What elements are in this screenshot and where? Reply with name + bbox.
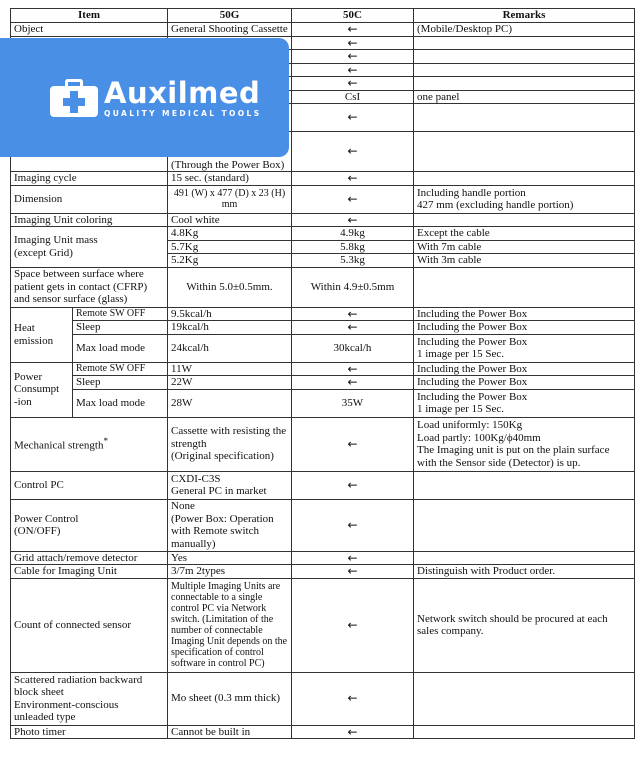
- line: Multiple Imaging Units are: [171, 581, 281, 592]
- same-as-left-arrow: ←: [292, 471, 414, 499]
- medical-kit-icon: [50, 79, 98, 117]
- line: (Original specification): [171, 450, 274, 463]
- item-coloring: Imaging Unit coloring: [11, 213, 168, 227]
- line: Imaging Unit mass: [14, 234, 98, 247]
- col-header-item: Item: [11, 9, 168, 23]
- same-as-left-arrow: ←: [292, 578, 414, 672]
- line: with Remote switch: [171, 525, 259, 537]
- line: None: [171, 500, 195, 512]
- line: manually): [171, 537, 216, 550]
- remarks-cell: [414, 578, 635, 672]
- value-50g: [168, 417, 292, 471]
- table-row: [11, 499, 635, 551]
- remarks-cell: [414, 499, 635, 551]
- remarks-cell: With 3m cable: [414, 254, 635, 268]
- value-50g: [168, 578, 292, 672]
- line: 1 image per 15 Sec.: [417, 403, 505, 415]
- remarks-cell: [414, 267, 635, 307]
- table-row: [11, 672, 635, 725]
- same-as-left-arrow: ←: [292, 77, 414, 91]
- item-cable: Cable for Imaging Unit: [11, 565, 168, 579]
- value-50g: Within 5.0±0.5mm.: [168, 267, 292, 307]
- table-row: [11, 227, 635, 241]
- line: Power Control: [14, 512, 79, 525]
- table-row: [11, 23, 635, 37]
- value-50g: 22W: [168, 376, 292, 390]
- remarks-cell: Including the Power Box: [414, 362, 635, 376]
- value-50g: 24kcal/h: [168, 334, 292, 362]
- same-as-left-arrow: ←: [292, 321, 414, 335]
- same-as-left-arrow: ←: [292, 307, 414, 321]
- line: control PC via Network: [171, 603, 267, 614]
- remarks-cell: [414, 417, 635, 471]
- value-50c: Within 4.9±0.5mm: [292, 267, 414, 307]
- value-50c: 5.8kg: [292, 240, 414, 254]
- remarks-cell: Distinguish with Product order.: [414, 565, 635, 579]
- line: unleaded type: [14, 711, 76, 723]
- item-scattered-radiation: [11, 672, 168, 725]
- item-power-consumption: [11, 362, 73, 417]
- col-header-remarks: Remarks: [414, 9, 635, 23]
- value-50g: [168, 499, 292, 551]
- table-row: [11, 321, 635, 335]
- value-50g: 28W: [168, 389, 292, 417]
- line: strength: [171, 437, 207, 450]
- table-row: [11, 417, 635, 471]
- item-imaging-cycle: Imaging cycle: [11, 172, 168, 186]
- same-as-left-arrow: ←: [292, 725, 414, 739]
- same-as-left-arrow: ←: [292, 376, 414, 390]
- line: specification of control: [171, 647, 264, 658]
- sub-item: Max load mode: [73, 389, 168, 417]
- value-50c: 5.3kg: [292, 254, 414, 268]
- same-as-left-arrow: ←: [292, 104, 414, 132]
- sub-item: Sleep: [73, 321, 168, 335]
- same-as-left-arrow: ←: [292, 499, 414, 551]
- value-50g: Yes: [168, 551, 292, 565]
- table-row: [11, 376, 635, 390]
- remarks-cell: [414, 389, 635, 417]
- remarks-cell: [414, 334, 635, 362]
- remarks-cell: [414, 725, 635, 739]
- table-header-row: [11, 9, 635, 23]
- remarks-cell: [414, 172, 635, 186]
- line: General PC in market: [171, 485, 267, 497]
- remarks-cell: [414, 77, 635, 91]
- same-as-left-arrow: ←: [292, 50, 414, 64]
- label: Mechanical strength: [14, 440, 104, 453]
- line: Heat: [14, 322, 35, 334]
- remarks-cell: Including the Power Box: [414, 376, 635, 390]
- remarks-cell: [414, 50, 635, 64]
- table-row: [11, 725, 635, 739]
- brand-logo-overlay: [0, 38, 289, 157]
- value-50g: 5.2Kg: [168, 254, 292, 268]
- brand-tagline: QUALITY MEDICAL TOOLS: [104, 108, 262, 118]
- item-photo-timer: Photo timer: [11, 725, 168, 739]
- value-50g: Cool white: [168, 213, 292, 227]
- line: Including the Power Box: [417, 390, 528, 403]
- item-control-pc: Control PC: [11, 471, 168, 499]
- value-50g: 15 sec. (standard): [168, 172, 292, 186]
- line: emission: [14, 334, 54, 347]
- table-row: [11, 213, 635, 227]
- table-row: [11, 172, 635, 186]
- same-as-left-arrow: ←: [292, 23, 414, 37]
- brand-name: Auxilmed: [104, 75, 261, 110]
- value-50c: 30kcal/h: [292, 334, 414, 362]
- sub-item: Remote SW OFF: [73, 307, 168, 321]
- line: Including handle portion: [417, 186, 526, 199]
- line: Load partly: 100Kg/ϕ40mm: [417, 431, 541, 444]
- line: Network switch should be procured at each: [417, 612, 608, 625]
- remarks-cell: [414, 185, 635, 213]
- value-50c: CsI: [292, 90, 414, 104]
- item-count-connected-sensor: Count of connected sensor: [11, 578, 168, 672]
- same-as-left-arrow: ←: [292, 36, 414, 50]
- item-object: Object: [11, 23, 168, 37]
- item-power-control: [11, 499, 168, 551]
- same-as-left-arrow: ←: [292, 417, 414, 471]
- same-as-left-arrow: ←: [292, 362, 414, 376]
- table-row: [11, 578, 635, 672]
- line: number of connectable: [171, 625, 263, 636]
- table-row: [11, 334, 635, 362]
- line: Cassette with resisting the: [171, 425, 287, 438]
- line: software in control PC): [171, 658, 265, 669]
- value-50g: General Shooting Cassette: [168, 23, 292, 37]
- item-heat-emission: [11, 307, 73, 362]
- table-row: [11, 307, 635, 321]
- remarks-cell: Including the Power Box: [414, 307, 635, 321]
- remarks-cell: [414, 672, 635, 725]
- value-50g: Cannot be built in: [168, 725, 292, 739]
- value-50g: Mo sheet (0.3 mm thick): [168, 672, 292, 725]
- remarks-cell: [414, 104, 635, 132]
- item-dimension: Dimension: [11, 185, 168, 213]
- line: Load uniformly: 150Kg: [417, 419, 523, 431]
- value-50g: 5.7Kg: [168, 240, 292, 254]
- remarks-cell: [414, 471, 635, 499]
- value-50c: 4.9kg: [292, 227, 414, 241]
- same-as-left-arrow: ←: [292, 185, 414, 213]
- same-as-left-arrow: ←: [292, 172, 414, 186]
- value-50g: 19kcal/h: [168, 321, 292, 335]
- remarks-cell: [414, 36, 635, 50]
- line: switch. (Limitation of the: [171, 614, 274, 625]
- sub-item: Remote SW OFF: [73, 362, 168, 376]
- line: with the Sensor side (Detector) is up.: [417, 456, 581, 469]
- line: Power: [14, 370, 43, 383]
- remarks-cell: [414, 132, 635, 172]
- table-row: [11, 362, 635, 376]
- line: The Imaging unit is put on the plain surface: [417, 444, 610, 456]
- line: and sensor surface (glass): [14, 293, 128, 306]
- value-50g: 3/7m 2types: [168, 565, 292, 579]
- same-as-left-arrow: ←: [292, 213, 414, 227]
- line: (ON/OFF): [14, 525, 61, 537]
- same-as-left-arrow: ←: [292, 672, 414, 725]
- item-mechanical-strength: [11, 417, 168, 471]
- line: Including the Power Box: [417, 335, 528, 348]
- same-as-left-arrow: ←: [292, 132, 414, 172]
- line: 427 mm (excluding handle portion): [417, 199, 574, 211]
- value-50g: 4.8Kg: [168, 227, 292, 241]
- table-row: [11, 551, 635, 565]
- value-50c: 35W: [292, 389, 414, 417]
- table-row: [11, 267, 635, 307]
- col-header-50g: 50G: [168, 9, 292, 23]
- line: Imaging Unit depends on the: [171, 636, 288, 647]
- line: -ion: [14, 395, 32, 408]
- remarks-cell: With 7m cable: [414, 240, 635, 254]
- line: (Through the Power Box): [171, 158, 285, 171]
- remarks-cell: [414, 63, 635, 77]
- value-50g: [168, 471, 292, 499]
- line: (Power Box: Operation: [171, 512, 274, 525]
- footnote-mark: *: [103, 436, 109, 447]
- item-space-between-surface: [11, 267, 168, 307]
- same-as-left-arrow: ←: [292, 551, 414, 565]
- item-grid-attach: Grid attach/remove detector: [11, 551, 168, 565]
- table-row: [11, 389, 635, 417]
- table-row: [11, 565, 635, 579]
- remarks-cell: Except the cable: [414, 227, 635, 241]
- line: Scattered radiation backward: [14, 673, 143, 686]
- table-row: [11, 471, 635, 499]
- value-50g: 9.5kcal/h: [168, 307, 292, 321]
- item-imaging-unit-mass: [11, 227, 168, 268]
- line: block sheet: [14, 686, 64, 698]
- value-50g: 11W: [168, 362, 292, 376]
- col-header-50c: 50C: [292, 9, 414, 23]
- value-50g: 491 (W) x 477 (D) x 23 (H) mm: [168, 185, 292, 213]
- remarks-cell: [414, 551, 635, 565]
- line: (except Grid): [14, 246, 73, 259]
- line: sales company.: [417, 625, 484, 637]
- same-as-left-arrow: ←: [292, 63, 414, 77]
- line: CXDI-C3S: [171, 472, 221, 485]
- line: connectable to a single: [171, 592, 263, 603]
- line: patient gets in contact (CFRP): [14, 280, 148, 293]
- line: Environment-conscious: [14, 698, 119, 711]
- same-as-left-arrow: ←: [292, 565, 414, 579]
- remarks-cell: [414, 213, 635, 227]
- table-row: [11, 185, 635, 213]
- line: Space between surface where: [14, 268, 144, 281]
- brand-text: [104, 75, 262, 118]
- line: 1 image per 15 Sec.: [417, 348, 505, 360]
- remarks-cell: one panel: [414, 90, 635, 104]
- sub-item: Max load mode: [73, 334, 168, 362]
- line: Consumpt: [14, 383, 60, 396]
- sub-item: Sleep: [73, 376, 168, 390]
- remarks-cell: (Mobile/Desktop PC): [414, 23, 635, 37]
- remarks-cell: Including the Power Box: [414, 321, 635, 335]
